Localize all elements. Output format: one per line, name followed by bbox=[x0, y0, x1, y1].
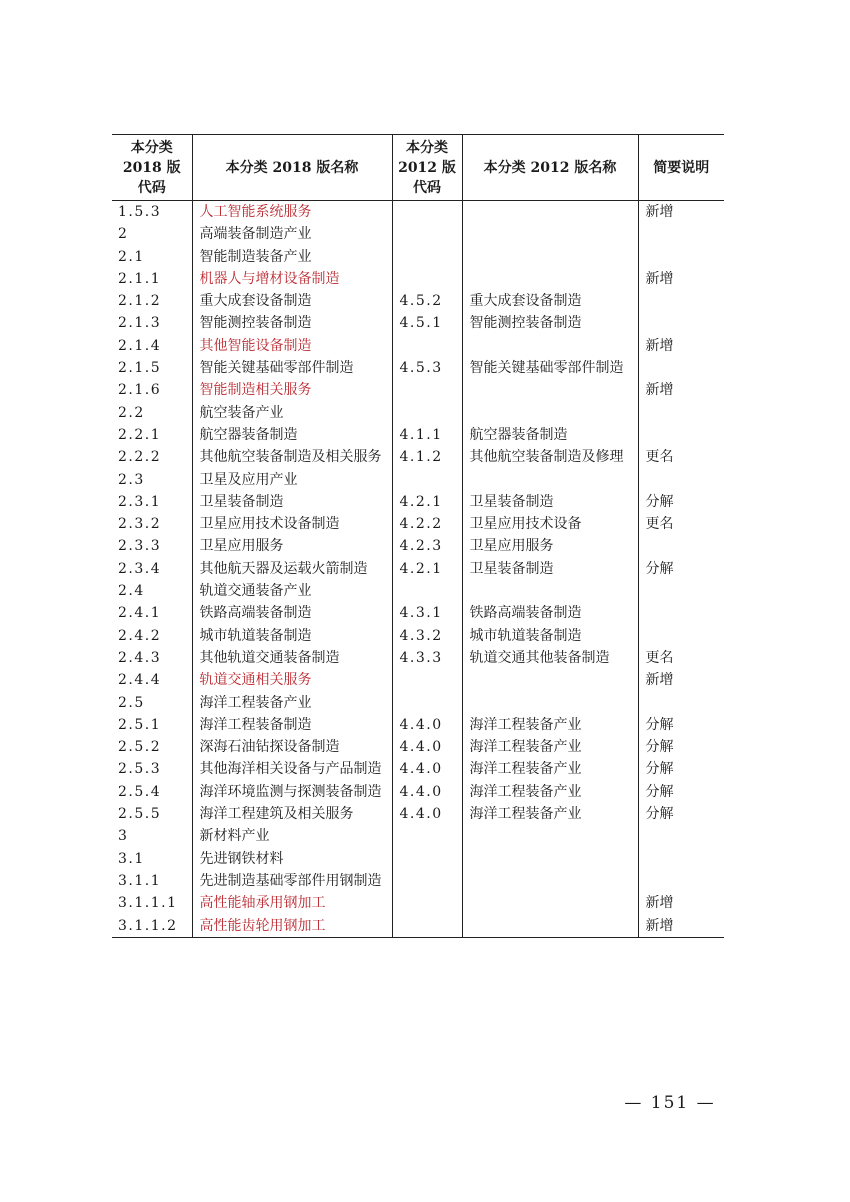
code-2012-cell: 4.4.0 bbox=[392, 758, 462, 780]
name-2012-cell: 智能测控装备制造 bbox=[462, 312, 638, 334]
name-2012-cell: 卫星装备制造 bbox=[462, 558, 638, 580]
code-2012-cell bbox=[392, 335, 462, 357]
name-2018-cell: 其他航天器及运载火箭制造 bbox=[192, 558, 392, 580]
note-cell: 分解 bbox=[638, 781, 724, 803]
code-2018-cell: 2.3.1 bbox=[118, 493, 162, 510]
name-2012-cell bbox=[462, 580, 638, 602]
table-header-row bbox=[112, 135, 724, 201]
code-2012-cell: 4.5.3 bbox=[392, 357, 462, 379]
note-cell bbox=[638, 625, 724, 647]
code-2018-cell: 2.1.3 bbox=[118, 315, 162, 332]
name-2018-cell: 卫星及应用产业 bbox=[192, 469, 392, 491]
name-2012-cell bbox=[462, 335, 638, 357]
note-cell bbox=[638, 223, 724, 245]
note-cell: 更名 bbox=[638, 513, 724, 535]
name-2018-cell: 海洋工程装备制造 bbox=[192, 714, 392, 736]
name-2018-cell: 海洋工程装备产业 bbox=[192, 692, 392, 714]
code-2012-cell: 4.5.1 bbox=[392, 312, 462, 334]
code-2012-cell: 4.4.0 bbox=[392, 714, 462, 736]
name-2012-cell: 航空器装备制造 bbox=[462, 424, 638, 446]
note-cell: 新增 bbox=[638, 669, 724, 691]
note-cell: 分解 bbox=[638, 803, 724, 825]
code-2012-cell bbox=[392, 402, 462, 424]
code-2012-cell: 4.1.2 bbox=[392, 446, 462, 468]
table-row bbox=[112, 223, 724, 245]
name-2018-cell: 轨道交通装备产业 bbox=[192, 580, 392, 602]
name-2012-cell: 城市轨道装备制造 bbox=[462, 625, 638, 647]
name-2018-cell: 轨道交通相关服务 bbox=[192, 669, 392, 691]
name-2012-cell bbox=[462, 469, 638, 491]
header-name-2018: 本分类 2018 版名称 bbox=[192, 135, 392, 201]
code-2018-cell: 2.5.3 bbox=[118, 761, 162, 778]
note-cell: 新增 bbox=[638, 892, 724, 914]
name-2018-cell: 其他智能设备制造 bbox=[192, 335, 392, 357]
name-2012-cell bbox=[462, 379, 638, 401]
table-row bbox=[112, 736, 724, 758]
code-2012-cell bbox=[392, 892, 462, 914]
code-2012-cell: 4.3.1 bbox=[392, 602, 462, 624]
name-2012-cell: 卫星装备制造 bbox=[462, 491, 638, 513]
name-2018-cell: 海洋环境监测与探测装备制造 bbox=[192, 781, 392, 803]
code-2012-cell bbox=[392, 825, 462, 847]
table-row bbox=[112, 424, 724, 446]
name-2018-cell: 航空器装备制造 bbox=[192, 424, 392, 446]
name-2012-cell: 重大成套设备制造 bbox=[462, 290, 638, 312]
name-2012-cell: 智能关键基础零部件制造 bbox=[462, 357, 638, 379]
note-cell: 新增 bbox=[638, 915, 724, 938]
note-cell bbox=[638, 424, 724, 446]
name-2018-cell: 高性能齿轮用钢加工 bbox=[192, 915, 392, 938]
code-2018-cell: 2.3.3 bbox=[118, 538, 162, 555]
table-row bbox=[112, 915, 724, 938]
code-2018-cell: 2.5.4 bbox=[118, 783, 162, 800]
code-2018-cell: 2.2.1 bbox=[118, 426, 162, 443]
header-name-2012: 本分类 2012 版名称 bbox=[462, 135, 638, 201]
note-cell bbox=[638, 535, 724, 557]
code-2018-cell: 2.1.4 bbox=[118, 337, 162, 354]
name-2012-cell bbox=[462, 669, 638, 691]
table-row bbox=[112, 625, 724, 647]
table-row bbox=[112, 268, 724, 290]
name-2018-cell: 铁路高端装备制造 bbox=[192, 602, 392, 624]
note-cell bbox=[638, 357, 724, 379]
note-cell bbox=[638, 290, 724, 312]
code-2012-cell: 4.4.0 bbox=[392, 781, 462, 803]
code-2012-cell bbox=[392, 246, 462, 268]
note-cell: 新增 bbox=[638, 379, 724, 401]
table-row bbox=[112, 825, 724, 847]
code-2012-cell bbox=[392, 915, 462, 938]
name-2018-cell: 航空装备产业 bbox=[192, 402, 392, 424]
code-2018-cell: 2.5.2 bbox=[118, 739, 162, 756]
note-cell bbox=[638, 870, 724, 892]
name-2018-cell: 机器人与增材设备制造 bbox=[192, 268, 392, 290]
code-2012-cell: 4.4.0 bbox=[392, 803, 462, 825]
name-2018-cell: 海洋工程建筑及相关服务 bbox=[192, 803, 392, 825]
name-2012-cell bbox=[462, 915, 638, 938]
name-2012-cell bbox=[462, 201, 638, 224]
code-2018-cell: 2 bbox=[118, 226, 129, 243]
code-2018-cell: 2.2.2 bbox=[118, 449, 162, 466]
code-2018-cell: 2.1 bbox=[118, 248, 145, 265]
code-2018-cell: 2.1.2 bbox=[118, 293, 162, 310]
code-2012-cell bbox=[392, 580, 462, 602]
table-row bbox=[112, 357, 724, 379]
code-2012-cell bbox=[392, 201, 462, 224]
name-2018-cell: 智能关键基础零部件制造 bbox=[192, 357, 392, 379]
code-2018-cell: 2.1.1 bbox=[118, 270, 162, 287]
note-cell: 新增 bbox=[638, 268, 724, 290]
table-row bbox=[112, 402, 724, 424]
name-2018-cell: 其他海洋相关设备与产品制造 bbox=[192, 758, 392, 780]
note-cell bbox=[638, 825, 724, 847]
name-2018-cell: 其他航空装备制造及相关服务 bbox=[192, 446, 392, 468]
name-2012-cell bbox=[462, 825, 638, 847]
note-cell: 分解 bbox=[638, 736, 724, 758]
table-row bbox=[112, 692, 724, 714]
name-2018-cell: 城市轨道装备制造 bbox=[192, 625, 392, 647]
table-row bbox=[112, 558, 724, 580]
name-2018-cell: 高性能轴承用钢加工 bbox=[192, 892, 392, 914]
code-2018-cell: 2.5 bbox=[118, 694, 145, 711]
name-2012-cell bbox=[462, 246, 638, 268]
table-row bbox=[112, 892, 724, 914]
name-2012-cell bbox=[462, 223, 638, 245]
code-2012-cell: 4.2.1 bbox=[392, 558, 462, 580]
table-row bbox=[112, 312, 724, 334]
note-cell bbox=[638, 402, 724, 424]
name-2018-cell: 人工智能系统服务 bbox=[192, 201, 392, 224]
note-cell: 更名 bbox=[638, 446, 724, 468]
table-row bbox=[112, 491, 724, 513]
note-cell bbox=[638, 246, 724, 268]
note-cell: 新增 bbox=[638, 201, 724, 224]
code-2018-cell: 2.4.3 bbox=[118, 649, 162, 666]
name-2018-cell: 深海石油钻探设备制造 bbox=[192, 736, 392, 758]
name-2018-cell: 高端装备制造产业 bbox=[192, 223, 392, 245]
note-cell: 分解 bbox=[638, 558, 724, 580]
name-2012-cell bbox=[462, 268, 638, 290]
code-2012-cell bbox=[392, 223, 462, 245]
code-2018-cell: 2.3.4 bbox=[118, 560, 162, 577]
code-2018-cell: 2.4.4 bbox=[118, 672, 162, 689]
page-number: — 151 — bbox=[624, 1093, 716, 1113]
code-2018-cell: 2.4.2 bbox=[118, 627, 162, 644]
table-row bbox=[112, 580, 724, 602]
code-2012-cell bbox=[392, 870, 462, 892]
name-2012-cell bbox=[462, 870, 638, 892]
header-code-2018: 本分类 2018 版 代码 bbox=[112, 135, 192, 201]
code-2018-cell: 2.1.5 bbox=[118, 360, 162, 377]
name-2012-cell: 铁路高端装备制造 bbox=[462, 602, 638, 624]
table-row bbox=[112, 246, 724, 268]
code-2012-cell: 4.4.0 bbox=[392, 736, 462, 758]
note-cell: 更名 bbox=[638, 647, 724, 669]
code-2018-cell: 2.3 bbox=[118, 471, 145, 488]
table-row bbox=[112, 781, 724, 803]
code-2018-cell: 2.2 bbox=[118, 404, 145, 421]
classification-comparison-table bbox=[112, 134, 724, 938]
table-row bbox=[112, 446, 724, 468]
name-2018-cell: 卫星应用技术设备制造 bbox=[192, 513, 392, 535]
code-2018-cell: 2.3.2 bbox=[118, 516, 162, 533]
code-2018-cell: 2.1.6 bbox=[118, 382, 162, 399]
note-cell bbox=[638, 602, 724, 624]
table-row bbox=[112, 848, 724, 870]
name-2018-cell: 卫星装备制造 bbox=[192, 491, 392, 513]
note-cell: 分解 bbox=[638, 758, 724, 780]
name-2018-cell: 其他轨道交通装备制造 bbox=[192, 647, 392, 669]
name-2012-cell: 其他航空装备制造及修理 bbox=[462, 446, 638, 468]
table-body bbox=[112, 201, 724, 938]
name-2012-cell: 卫星应用服务 bbox=[462, 535, 638, 557]
name-2018-cell: 新材料产业 bbox=[192, 825, 392, 847]
name-2012-cell bbox=[462, 892, 638, 914]
name-2012-cell bbox=[462, 692, 638, 714]
table-row bbox=[112, 535, 724, 557]
code-2012-cell bbox=[392, 692, 462, 714]
table-row bbox=[112, 513, 724, 535]
code-2012-cell bbox=[392, 268, 462, 290]
table-row bbox=[112, 714, 724, 736]
code-2012-cell bbox=[392, 669, 462, 691]
code-2018-cell: 2.4.1 bbox=[118, 605, 162, 622]
code-2012-cell: 4.3.2 bbox=[392, 625, 462, 647]
note-cell bbox=[638, 848, 724, 870]
code-2018-cell: 1.5.3 bbox=[118, 204, 162, 220]
name-2012-cell: 海洋工程装备产业 bbox=[462, 781, 638, 803]
code-2018-cell: 3.1.1.2 bbox=[112, 915, 192, 938]
table-row bbox=[112, 201, 724, 224]
header-code-2012: 本分类 2012 版 代码 bbox=[392, 135, 462, 201]
note-cell bbox=[638, 469, 724, 491]
table-row bbox=[112, 803, 724, 825]
name-2018-cell: 智能制造相关服务 bbox=[192, 379, 392, 401]
code-2012-cell: 4.2.1 bbox=[392, 491, 462, 513]
code-2012-cell bbox=[392, 379, 462, 401]
code-2012-cell bbox=[392, 469, 462, 491]
name-2018-cell: 智能制造装备产业 bbox=[192, 246, 392, 268]
name-2012-cell: 海洋工程装备产业 bbox=[462, 758, 638, 780]
name-2012-cell bbox=[462, 402, 638, 424]
header-note: 简要说明 bbox=[638, 135, 724, 201]
note-cell: 分解 bbox=[638, 491, 724, 513]
note-cell: 分解 bbox=[638, 714, 724, 736]
name-2018-cell: 先进制造基础零部件用钢制造 bbox=[192, 870, 392, 892]
name-2012-cell: 海洋工程装备产业 bbox=[462, 736, 638, 758]
note-cell bbox=[638, 312, 724, 334]
code-2018-cell: 3.1.1 bbox=[118, 872, 162, 889]
code-2018-cell: 3.1 bbox=[118, 850, 145, 867]
table-row bbox=[112, 379, 724, 401]
code-2012-cell: 4.2.2 bbox=[392, 513, 462, 535]
name-2012-cell: 海洋工程装备产业 bbox=[462, 714, 638, 736]
note-cell bbox=[638, 580, 724, 602]
name-2018-cell: 智能测控装备制造 bbox=[192, 312, 392, 334]
table-row bbox=[112, 647, 724, 669]
table-row bbox=[112, 335, 724, 357]
code-2018-cell: 2.5.5 bbox=[118, 806, 162, 823]
code-2018-cell: 2.4 bbox=[118, 583, 145, 600]
table-row bbox=[112, 469, 724, 491]
code-2012-cell bbox=[392, 848, 462, 870]
code-2018-cell: 3 bbox=[118, 828, 129, 845]
name-2012-cell bbox=[462, 848, 638, 870]
table-row bbox=[112, 290, 724, 312]
table-row bbox=[112, 669, 724, 691]
name-2012-cell: 海洋工程装备产业 bbox=[462, 803, 638, 825]
code-2012-cell: 4.2.3 bbox=[392, 535, 462, 557]
table-row bbox=[112, 602, 724, 624]
table-row bbox=[112, 758, 724, 780]
code-2012-cell: 4.3.3 bbox=[392, 647, 462, 669]
note-cell bbox=[638, 692, 724, 714]
note-cell: 新增 bbox=[638, 335, 724, 357]
code-2012-cell: 4.1.1 bbox=[392, 424, 462, 446]
code-2012-cell: 4.5.2 bbox=[392, 290, 462, 312]
code-2018-cell: 2.5.1 bbox=[118, 716, 162, 733]
name-2018-cell: 先进钢铁材料 bbox=[192, 848, 392, 870]
name-2018-cell: 重大成套设备制造 bbox=[192, 290, 392, 312]
table-row bbox=[112, 870, 724, 892]
name-2012-cell: 卫星应用技术设备 bbox=[462, 513, 638, 535]
name-2018-cell: 卫星应用服务 bbox=[192, 535, 392, 557]
name-2012-cell: 轨道交通其他装备制造 bbox=[462, 647, 638, 669]
code-2018-cell: 3.1.1.1 bbox=[118, 895, 178, 912]
